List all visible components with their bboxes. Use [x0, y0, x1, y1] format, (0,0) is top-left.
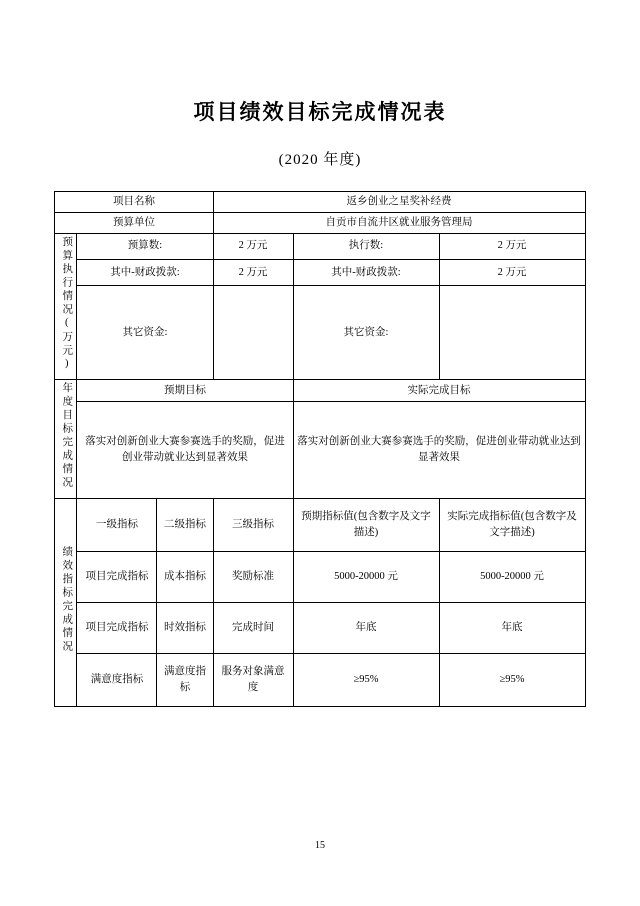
cell-level3: 完成时间 [213, 603, 293, 654]
cell-level3: 奖励标准 [213, 552, 293, 603]
index-header-level3: 三级指标 [213, 499, 293, 552]
table-row-project-name [55, 192, 585, 213]
annual-goal-vertical-label: 年度目标完成情况 [55, 380, 77, 499]
other-funds-label-right: 其它资金: [293, 286, 439, 380]
cell-level1: 项目完成指标 [77, 603, 157, 654]
expected-goal-text: 落实对创新创业大赛参赛选手的奖励，促进创业带动就业达到显著效果 [77, 401, 293, 498]
actual-goal-header: 实际完成目标 [293, 380, 585, 402]
table-row-goal-headers [55, 380, 585, 402]
page-subtitle: (2020 年度) [278, 152, 362, 168]
cell-actual-value: ≥95% [439, 654, 585, 707]
table-row [55, 603, 585, 654]
budget-fiscal-value: 2 万元 [213, 259, 293, 285]
budget-number-label: 预算数: [77, 233, 213, 259]
project-name-value: 返乡创业之星奖补经费 [213, 192, 585, 213]
table-row-goal-text [55, 401, 585, 498]
table-row-index-headers [55, 499, 585, 552]
budget-unit-label: 预算单位 [55, 212, 213, 233]
table-row-budget-number [55, 233, 585, 259]
cell-actual-value: 年底 [439, 603, 585, 654]
budget-unit-value: 自贡市自流井区就业服务管理局 [213, 212, 585, 233]
table-row [55, 654, 585, 707]
index-header-level2: 二级指标 [157, 499, 213, 552]
cell-level1: 满意度指标 [77, 654, 157, 707]
other-funds-label-left: 其它资金: [77, 286, 213, 380]
performance-index-vertical-label: 绩效指标完成情况 [55, 499, 77, 707]
cell-level2: 满意度指标 [157, 654, 213, 707]
table-row [55, 552, 585, 603]
other-funds-value-right [439, 286, 585, 380]
exec-fiscal-value: 2 万元 [439, 259, 585, 285]
cell-level1: 项目完成指标 [77, 552, 157, 603]
cell-expected-value: 年底 [293, 603, 439, 654]
cell-expected-value: 5000-20000 元 [293, 552, 439, 603]
index-header-expected-value: 预期指标值(包含数字及文字描述) [293, 499, 439, 552]
budget-number-value: 2 万元 [213, 233, 293, 259]
cell-level3: 服务对象满意度 [213, 654, 293, 707]
index-header-level1: 一级指标 [77, 499, 157, 552]
table-row-budget-unit [55, 212, 585, 233]
table-row-other-funds [55, 286, 585, 380]
exec-number-value: 2 万元 [439, 233, 585, 259]
exec-number-label: 执行数: [293, 233, 439, 259]
project-name-label: 项目名称 [55, 192, 213, 213]
page-number: 15 [315, 840, 325, 851]
table-row-fiscal-appropriation [55, 259, 585, 285]
cell-level2: 成本指标 [157, 552, 213, 603]
other-funds-value-left [213, 286, 293, 380]
performance-goal-table [54, 191, 585, 707]
cell-expected-value: ≥95% [293, 654, 439, 707]
budget-fiscal-label: 其中-财政拨款: [77, 259, 213, 285]
cell-actual-value: 5000-20000 元 [439, 552, 585, 603]
cell-level2: 时效指标 [157, 603, 213, 654]
actual-goal-text: 落实对创新创业大赛参赛选手的奖励，促进创业带动就业达到显著效果 [293, 401, 585, 498]
budget-execution-vertical-label: 预算执行情况(万元) [55, 233, 77, 380]
index-header-actual-value: 实际完成指标值(包含数字及文字描述) [439, 499, 585, 552]
page-title: 项目绩效目标完成情况表 [193, 100, 447, 124]
exec-fiscal-label: 其中-财政拨款: [293, 259, 439, 285]
expected-goal-header: 预期目标 [77, 380, 293, 402]
